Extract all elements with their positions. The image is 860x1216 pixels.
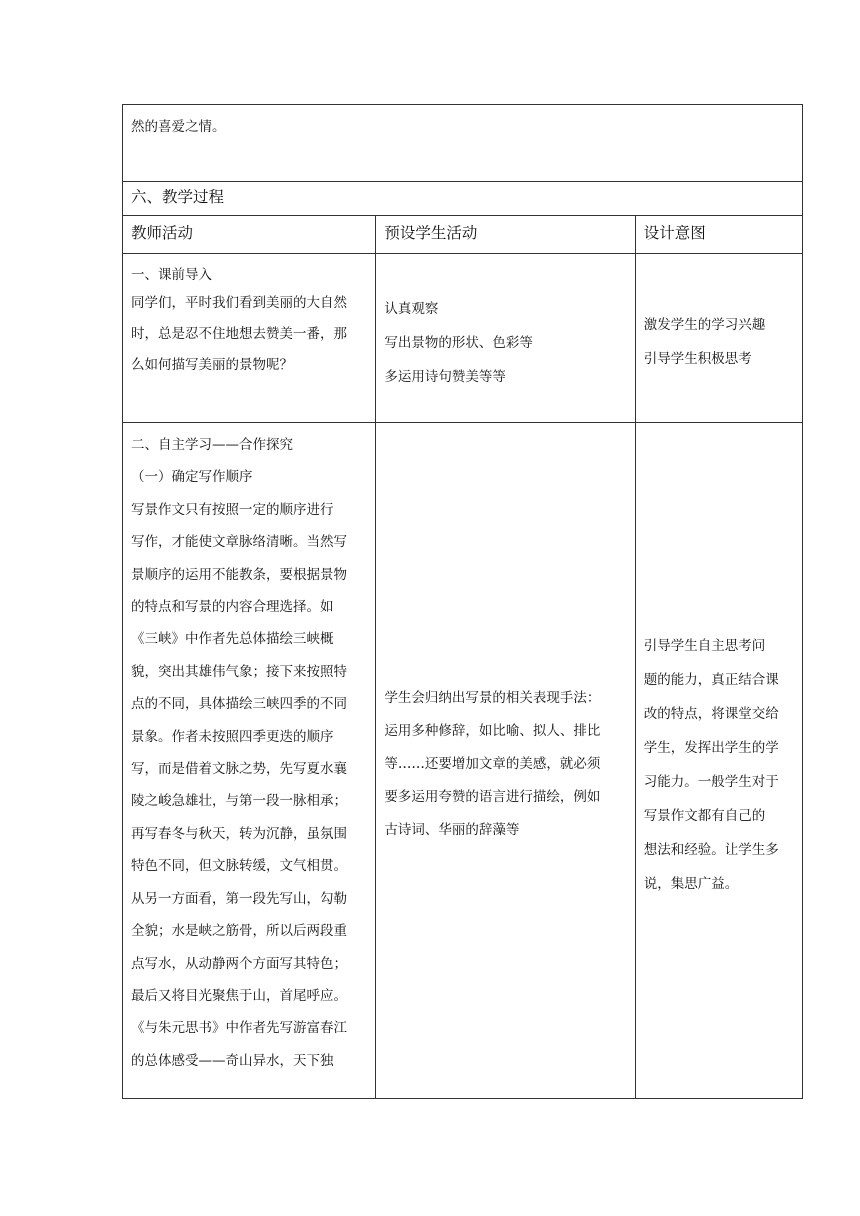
list-item: 貌，突出其雄伟气象；接下来按照特 xyxy=(131,663,347,680)
list-item: 题的能力，真正结合课 xyxy=(643,671,779,688)
list-item: 二、自主学习——合作探究 xyxy=(131,437,293,453)
header-student-activity: 预设学生活动 xyxy=(376,216,635,254)
intent-cell xyxy=(635,254,802,423)
section-title: 六、教学过程 xyxy=(123,182,803,216)
list-item: 写出景物的形状、色彩等 xyxy=(384,335,533,351)
list-item: 景象。作者未按照四季更迭的顺序 xyxy=(131,728,334,745)
student-cell xyxy=(376,423,635,1099)
list-item: （一）确定写作顺序 xyxy=(131,469,253,486)
list-item: 写景作文都有自己的 xyxy=(643,807,766,824)
list-item: 最后又将目光聚焦于山，首尾呼应。 xyxy=(131,987,347,1004)
list-item: 再写春冬与秋天，转为沉静，虽氛围 xyxy=(131,825,347,842)
list-item: 么如何描写美丽的景物呢？ xyxy=(131,357,293,373)
table-row xyxy=(123,254,803,423)
list-item: 多运用诗句赞美等等 xyxy=(384,369,506,385)
section-title-row xyxy=(123,182,803,216)
list-item: 认真观察 xyxy=(384,301,439,317)
list-item: 写，而是借着文脉之势，先写夏水襄 xyxy=(131,761,347,778)
list-item: 点写水，从动静两个方面写其特色； xyxy=(131,955,347,972)
list-item: 全貌；水是峡之筋骨，所以后两段重 xyxy=(131,923,347,940)
intent-lines xyxy=(644,629,794,901)
list-item: 古诗词、华丽的辞藻等 xyxy=(384,822,520,838)
list-item: 陵之峻急雄壮，与第一段一脉相承； xyxy=(131,793,347,810)
student-cell xyxy=(376,254,635,423)
list-item: 等……还要增加文章的美感，就必须 xyxy=(384,756,601,772)
list-item: 学生，发挥出学生的学 xyxy=(643,739,779,756)
header-design-intent: 设计意图 xyxy=(635,216,802,254)
teacher-cell xyxy=(123,423,376,1099)
header-teacher-activity: 教师活动 xyxy=(123,216,376,254)
list-item: 激发学生的学习兴趣 xyxy=(643,317,766,333)
list-item: 景顺序的运用不能教条，要根据景物 xyxy=(131,566,347,583)
list-item: 《与朱元思书》中作者先写游富春江 xyxy=(131,1020,347,1037)
continuation-cell xyxy=(123,105,803,182)
continuation-text: 然的喜爱之情。 xyxy=(131,119,226,135)
list-item: 写景作文只有按照一定的顺序进行 xyxy=(131,501,334,518)
continuation-row xyxy=(123,105,803,182)
list-item: 学生会归纳出写景的相关表现手法： xyxy=(384,690,601,706)
list-item: 的总体感受——奇山异水，天下独 xyxy=(131,1052,334,1069)
list-item: 想法和经验。让学生多 xyxy=(643,841,779,858)
list-item: 习能力。一般学生对于 xyxy=(643,773,779,790)
list-item: 运用多种修辞，如比喻、拟人、排比 xyxy=(384,723,601,739)
list-item: 引导学生自主思考问 xyxy=(643,637,766,654)
teacher-cell xyxy=(123,254,376,423)
list-item: 《三峡》中作者先总体描绘三峡概 xyxy=(131,631,334,648)
header-row xyxy=(123,216,803,254)
list-item: 时，总是忍不住地想去赞美一番，那 xyxy=(131,326,347,342)
list-item: 引导学生积极思考 xyxy=(643,351,752,367)
student-lines xyxy=(384,682,626,847)
list-item: 改的特点，将课堂交给 xyxy=(643,705,779,722)
list-item: 的特点和写景的内容合理选择。如 xyxy=(131,599,334,616)
list-item: 点的不同，具体描绘三峡四季的不同 xyxy=(131,696,347,713)
teacher-lines xyxy=(131,429,367,1077)
list-item: 写作，才能使文章脉络清晰。当然写 xyxy=(131,534,347,551)
list-item: 一、课前导入 xyxy=(131,267,212,283)
list-item: 同学们，平时我们看到美丽的大自然 xyxy=(131,295,347,311)
list-item: 要多运用夸赞的语言进行描绘，例如 xyxy=(384,789,601,805)
list-item: 说，集思广益。 xyxy=(643,875,739,892)
list-item: 特色不同，但文脉转缓，文气相贯。 xyxy=(131,858,347,875)
lesson-plan-table xyxy=(122,104,803,1099)
table-row xyxy=(123,423,803,1099)
list-item: 从另一方面看，第一段先写山，勾勒 xyxy=(131,890,347,907)
intent-cell xyxy=(635,423,802,1099)
